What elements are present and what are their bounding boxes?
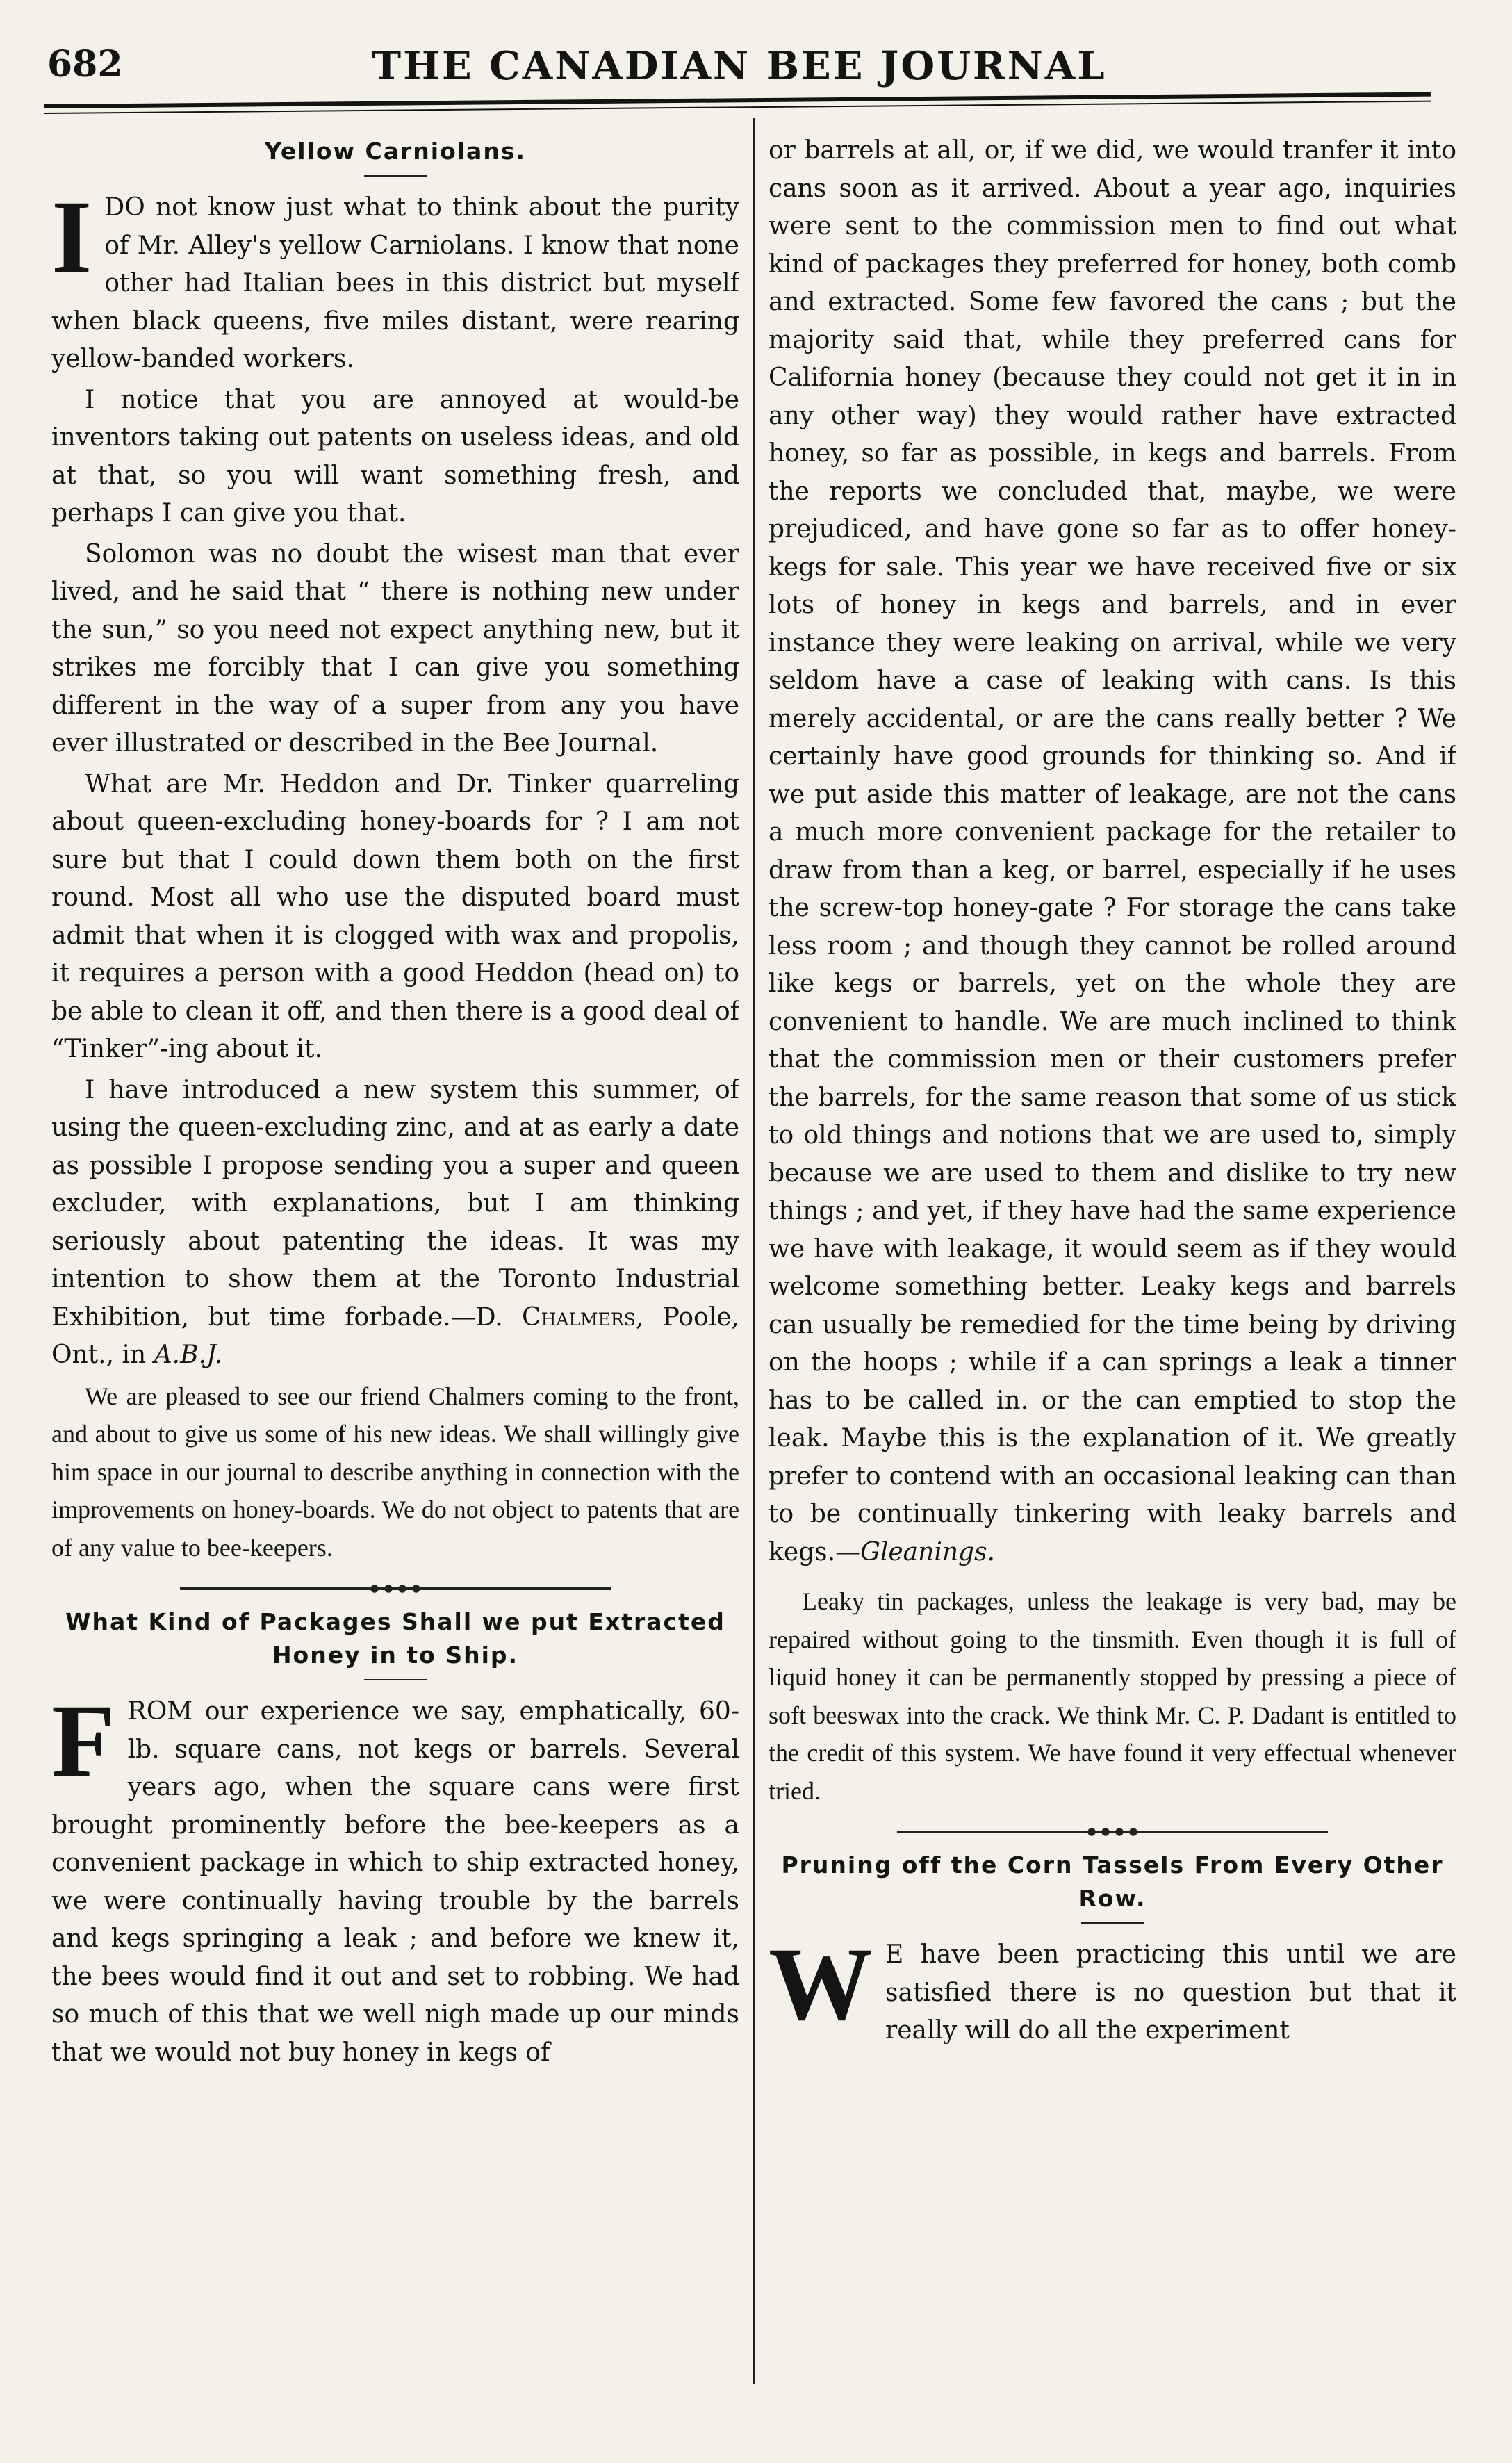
article-paragraph: Solomon was no doubt the wisest man that ever lived, and he said that “ there is nothing new under the sun,” so you need not expect anything new, but it strikes me forcibly that I can give you something different in the way of a super from any you have ever illustrated or described in the Bee Journal. (51, 539, 739, 758)
paragraph-text: I have introduced a new system this summer, of using the queen-excluding zinc, and at as early a date as possible I propose sending you a super and queen excluder, with explanations, but I am thinking seriously about patenting the ideas. It was my intention to show them at the Toronto Industrial Exhibition, but time forbade.—D. (51, 1075, 739, 1332)
right-column (769, 132, 1456, 2377)
article-paragraph (51, 179, 739, 379)
article-heading-corn-tassels: Pruning off the Corn Tassels From Every Other Row. (781, 1851, 1444, 1912)
paragraph-text: ROM our experience we say, emphatically, 60-lb. square cans, not kegs or barrels. Several years ago, when the square cans were first brought prominently before the bee-keepers as a convenient package in which to ship extracted honey, we were continually having trouble by the barrels and kegs springing a leak ; and before we knew it, the bees would find it out and set to robbing. We had so much of this that we well nigh made up our minds that we would not buy honey in kegs of (51, 1697, 739, 2067)
dropcap-letter: F (51, 1683, 115, 1799)
dropcap-letter: W (769, 1926, 873, 2042)
paragraph-text: DO not know just what to think about the purity of Mr. Alley's yellow Carniolans. I know that none other had Italian bees in this district but myself when black queens, five miles distant, were rearing yellow-banded workers. (51, 193, 739, 373)
column-divider (753, 118, 755, 2384)
dropcap-letter: I (51, 179, 92, 295)
left-column (51, 132, 739, 2377)
journal-title: THE CANADIAN BEE JOURNAL (372, 43, 1107, 89)
heading-divider (364, 1679, 427, 1680)
signature-place: , Poole, Ont., in (51, 1302, 739, 1369)
page-header (44, 43, 1434, 99)
ornamental-divider (897, 1831, 1328, 1833)
paragraph-text: or barrels at all, or, if we did, we would tranfer it into cans soon as it arrived. About a year ago, inquiries were sent to the commission men to find out what kind of packages they preferred for honey, both comb and extracted. Some few favored the cans ; but the majority said that, while they preferred cans for California honey (because they could not get it in in any other way) they would rather have extracted honey, so far as possible, in kegs and barrels. From the reports we concluded that, maybe, we were prejudiced, and have gone so far as to offer honey-kegs for sale. This year we have received five or six lots of honey in kegs and barrels, and in ever instance they were leaking on arrival, while we very seldom have a case of leaking with cans. Is this merely accidental, or are the cans really better ? We certainly have good grounds for thinking so. And if we put aside this matter of leakage, are not the cans a much more convenient package for the retailer to draw from than a keg, or barrel, especially if he uses the screw-top honey-gate ? For storage the cans take less room ; and though they cannot be rolled around like kegs or barrels, yet on the whole they are convenient to handle. We are much inclined to think that the commission men or their customers prefer the barrels, for the same reason that some of us stick to old things and notions that we are used to, simply because we are used to them and dislike to try new things ; and yet, if they have had the same experience we have with leakage, it would seem as if they would welcome something better. Leaky kegs and barrels can usually be remedied for the time being by driving on the hoops ; while if a can springs a leak a tinner has to be called in. or the can emptied to stop the leak. Maybe this is the explanation of it. We greatly prefer to contend with an occasional leaking can than to be continually tinkering with leaky barrels and kegs.— (769, 136, 1456, 1566)
signature-source: A.B.J. (154, 1341, 223, 1369)
article-heading-packages: What Kind of Packages Shall we put Extracted Honey in to Ship. (65, 1608, 725, 1669)
editorial-comment: We are pleased to see our friend Chalmers coming to the front, and about to give us some of his new ideas. We shall willingly give him space in our journal to describe anything in connection with the improvements on honey-boards. We do not object to patents that are of any value to bee-keepers. (51, 1382, 739, 1562)
article-paragraph (51, 1683, 739, 2072)
signature-name: Chalmers (522, 1302, 636, 1332)
heading-divider (364, 175, 427, 177)
editorial-comment: Leaky tin packages, unless the leakage is very bad, may be repaired without going to the tinsmith. Even though it is full of liquid honey it can be permanently stopped by pressing a piece of soft beeswax into the crack. We think Mr. C. P. Dadant is entitled to the credit of this system. We have found it very effectual whenever tried. (769, 1587, 1456, 1805)
continuation-source: Gleanings. (860, 1537, 995, 1566)
ornamental-divider (180, 1587, 611, 1590)
article-continuation (769, 132, 1456, 1571)
heading-divider (1081, 1922, 1144, 1924)
article-paragraph: I notice that you are annoyed at would-be inventors taking out patents on useless ideas, and old at that, so you will want something fresh, and perhaps I can give you that. (51, 385, 739, 527)
article-heading-yellow-carniolans: Yellow Carniolans. (264, 138, 526, 165)
paragraph-text: E have been practicing this until we are satisfied there is no question but that it really will do all the experiment (885, 1940, 1456, 2045)
article-paragraph (769, 1926, 1456, 2050)
article-paragraph (51, 1072, 739, 1375)
article-paragraph: What are Mr. Heddon and Dr. Tinker quarreling about queen-excluding honey-boards for ? I am not sure but that I could down them both on the first round. Most all who use the disputed board must admit that when it is clogged with wax and propolis, it requires a person with a good Heddon (head on) to be able to clean it off, and then there is a good deal of “Tinker”-ing about it. (51, 769, 739, 1063)
page-number: 682 (47, 43, 123, 85)
